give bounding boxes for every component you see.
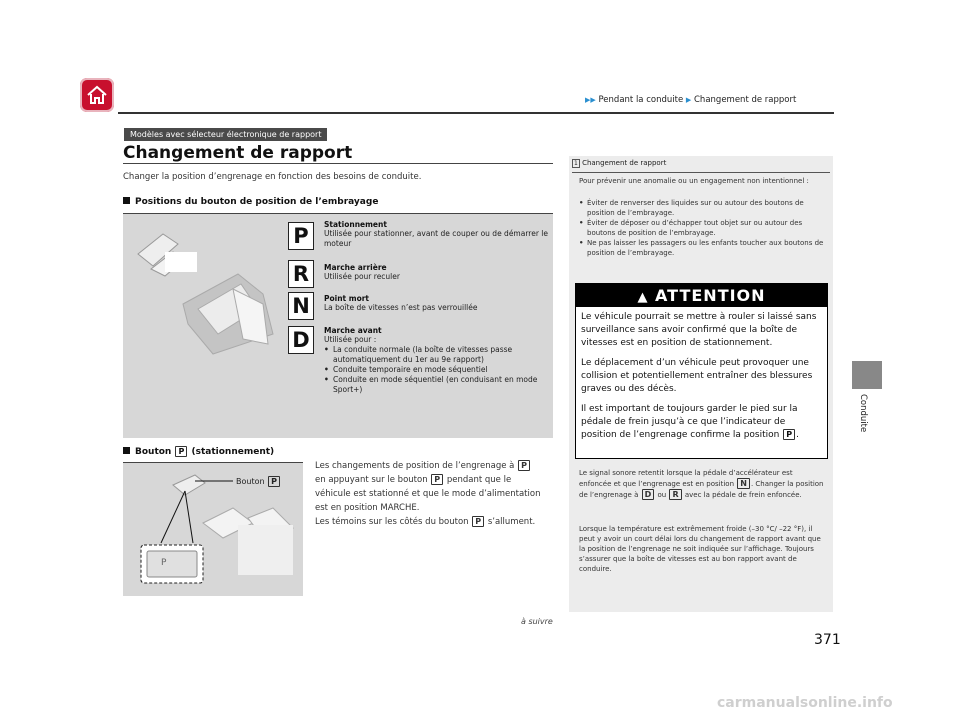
park-description: [315, 459, 565, 529]
watermark: carmanualsonline.info: [717, 695, 893, 711]
desc-line: en appuyant sur le bouton: [315, 475, 428, 485]
breadcrumb-item[interactable]: Changement de rapport: [694, 95, 797, 105]
sidebar-title: [572, 159, 666, 167]
list-item: • Conduite en mode séquentiel (en conduisant en mode Sport+): [324, 375, 549, 395]
position-bullets: [324, 345, 549, 395]
warning-icon: ▲: [637, 290, 649, 305]
chapter-label: Conduite: [858, 394, 868, 433]
p-key-icon: P: [431, 474, 443, 485]
shift-positions-panel: [123, 213, 553, 438]
position-desc: Utilisée pour reculer: [324, 272, 400, 281]
arrow-icon: ▶: [685, 96, 692, 104]
position-p-icon: P: [288, 222, 314, 250]
section-title: Bouton: [135, 447, 172, 457]
callout-label: [236, 476, 281, 487]
warning-paragraph: Il est important de toujours garder le pied sur la pédale de frein jusqu’à ce que l’indicateur de position de l’engrenage confirme la position: [581, 404, 798, 440]
desc-line: s’allument.: [487, 517, 536, 527]
list-item: • Éviter de renverser des liquides sur ou autour des boutons de position de l’embrayage.: [579, 198, 824, 218]
park-button-illustration: [123, 462, 303, 596]
sidebar-title-text: Changement de rapport: [582, 159, 667, 167]
title-rule: [123, 163, 553, 164]
position-name: Stationnement: [324, 220, 387, 229]
desc-line: véhicule est stationné et que le mode d’alimentation: [315, 489, 541, 499]
note-text: avec la pédale de frein enfoncée.: [684, 491, 802, 499]
list-item: • Ne pas laisser les passagers ou les enfants toucher aux boutons de position de l’embrayage.: [579, 238, 824, 258]
square-bullet-icon: [123, 447, 130, 454]
continued-label: à suivre: [521, 617, 553, 626]
page-number: 371: [814, 632, 841, 648]
position-desc: La boîte de vitesses n’est pas verrouillée: [324, 303, 478, 312]
list-item: • Éviter de déposer ou d’échapper tout objet sur ou autour des boutons de position de l’embrayage.: [579, 218, 824, 238]
shift-buttons-illustration: [123, 214, 298, 364]
position-name: Marche avant: [324, 326, 382, 335]
sidebar-bullets: [579, 198, 824, 258]
list-item: • La conduite normale (la boîte de vitesses passe automatiquement du 1er au 9e rapport): [324, 345, 549, 365]
position-item: [324, 294, 549, 313]
lead-text: Changer la position d’engrenage en fonction des besoins de conduite.: [123, 172, 422, 182]
r-key-icon: R: [669, 489, 681, 500]
warning-header: [576, 284, 827, 307]
note-icon: 1: [574, 160, 578, 167]
desc-line: pendant que le: [446, 475, 512, 485]
warning-paragraph: Le déplacement d’un véhicule peut provoquer une collision et potentiellement entraîner des blessures graves ou des décès.: [581, 358, 813, 394]
section-title-suffix: (stationnement): [191, 447, 275, 457]
position-d-icon: D: [288, 326, 314, 354]
section-title: Positions du bouton de position de l’embrayage: [135, 197, 379, 207]
section-heading: [123, 197, 378, 207]
position-n-icon: N: [288, 292, 314, 320]
position-item: [324, 263, 549, 282]
position-item: [324, 220, 549, 249]
p-key-icon: P: [472, 516, 484, 527]
list-item: • Conduite temporaire en mode séquentiel: [324, 365, 549, 375]
sidebar-note: Le signal sonore retentit lorsque la pédale d’accélérateur est enfoncée et que l’engrenage est en position N . Changer la position de l’engrenage à D ou R avec la pédale de frein enfoncée.: [579, 469, 824, 499]
cold-weather-note: Lorsque la température est extrêmement froide (–30 °C/ –22 °F), il peut y avoir un court délai lors du changement de rapport avant que la position de l’engrenage ne soit indiquée sur l’affichage. Toujours s’assurer que la boîte de vitesses est au bon rapport avant de conduire.: [579, 525, 821, 573]
note-text: ou: [657, 491, 667, 499]
square-bullet-icon: [123, 197, 130, 204]
warning-body: Le véhicule pourrait se mettre à rouler si laissé sans surveillance sans avoir confirmé que la boîte de vitesses est en position de stationnement. Le déplacement d’un véhicule peut provoquer une collision et potentiellement entraîner des blessures graves ou des décès. Il est important de toujours garder le pied sur la pédale de frein jusqu’à ce que l’indicateur de position de l’engrenage confirme la position P .: [576, 307, 827, 453]
breadcrumb-item[interactable]: Pendant la conduite: [598, 95, 684, 105]
position-desc: Utilisée pour stationner, avant de couper ou de démarrer le moteur: [324, 229, 548, 248]
n-key-icon: N: [737, 478, 750, 489]
sidebar-intro: Pour prévenir une anomalie ou un engagement non intentionnel :: [579, 177, 809, 185]
section-heading: [123, 446, 274, 457]
home-icon: [85, 83, 109, 107]
d-key-icon: D: [642, 489, 655, 500]
desc-line: Les changements de position de l’engrenage à: [315, 461, 515, 471]
p-key-icon: P: [518, 460, 530, 471]
page-title: Changement de rapport: [123, 143, 353, 163]
warning-paragraph: Le véhicule pourrait se mettre à rouler si laissé sans surveillance sans avoir confirmé que la boîte de vitesses est en position de stationnement.: [581, 312, 817, 348]
position-name: Marche arrière: [324, 263, 387, 272]
position-desc: Utilisée pour :: [324, 335, 377, 344]
position-name: Point mort: [324, 294, 370, 303]
note-text: Changer la position de l’engrenage à: [579, 480, 824, 499]
position-item: [324, 326, 549, 395]
p-button-icon: P: [161, 558, 167, 568]
chapter-tab[interactable]: [852, 361, 882, 389]
callout-text: Bouton: [236, 477, 265, 486]
position-r-icon: R: [288, 260, 314, 288]
p-key-icon: P: [175, 446, 187, 457]
sidebar-rule: [572, 172, 830, 173]
home-button[interactable]: [80, 78, 114, 112]
warning-title: ATTENTION: [655, 286, 766, 305]
model-tag: Modèles avec sélecteur électronique de rapport: [124, 128, 327, 141]
note-text: Le signal sonore retentit lorsque la pédale d’accélérateur est enfoncée et que l’engrenage est en position: [579, 469, 793, 488]
desc-line: est en position MARCHE.: [315, 503, 420, 513]
p-key-icon: P: [268, 476, 280, 487]
desc-line: Les témoins sur les côtés du bouton: [315, 517, 469, 527]
breadcrumb: [585, 95, 796, 105]
header-rule: [118, 112, 834, 114]
arrow-icon: ▶▶: [585, 96, 596, 104]
warning-box: [575, 283, 828, 459]
p-key-icon: P: [783, 429, 795, 440]
